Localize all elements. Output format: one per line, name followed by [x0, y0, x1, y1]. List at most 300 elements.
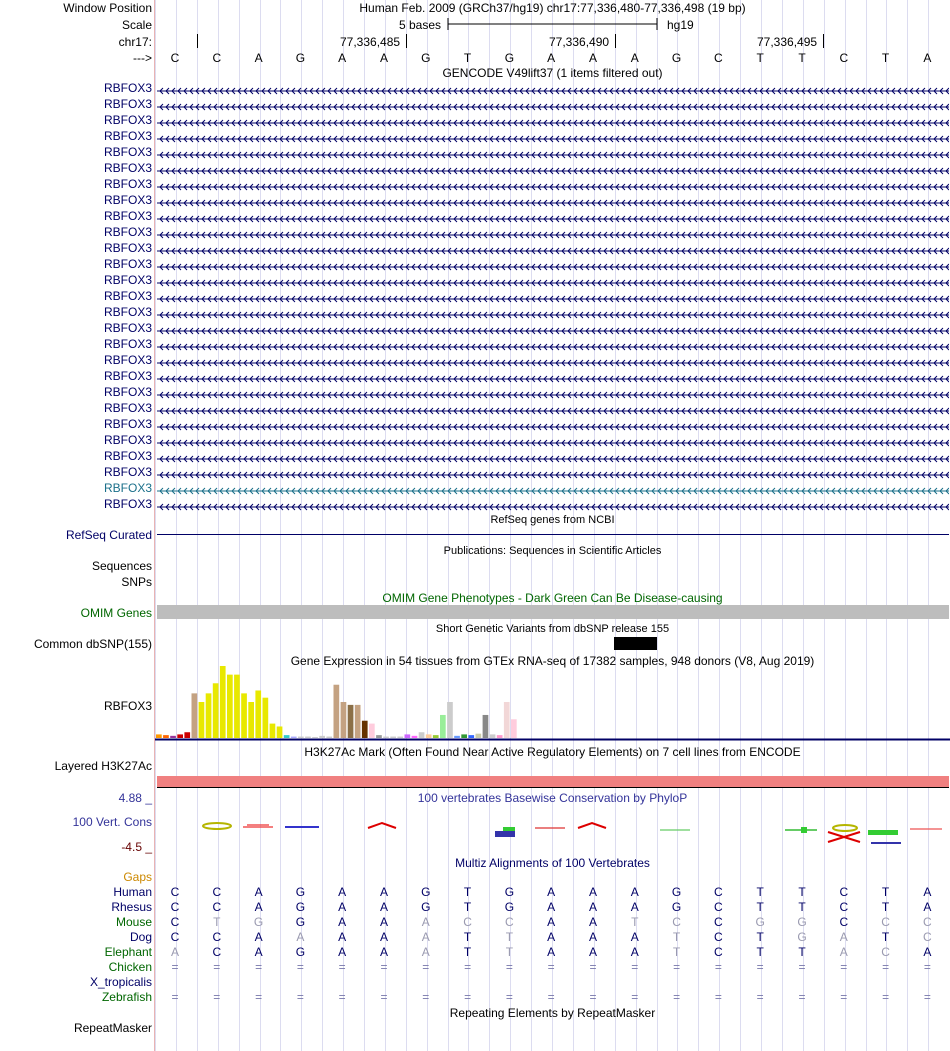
sequence-base: A [923, 51, 932, 65]
multiz-aligned-base: = [714, 990, 722, 1004]
multiz-aligned-base: C [839, 915, 849, 929]
sequence-base: A [338, 51, 347, 65]
multiz-aligned-base: = [296, 990, 304, 1004]
multiz-aligned-base: = [255, 990, 263, 1004]
multiz-aligned-base: C [839, 885, 849, 899]
gtex-tissue-bar [206, 693, 212, 738]
phylop-track-title: 100 vertebrates Basewise Conservation by PhyloP [417, 791, 688, 805]
publications-label-snps[interactable]: SNPs [121, 575, 152, 589]
multiz-aligned-base: A [421, 945, 430, 959]
refseq-gene-line[interactable] [157, 534, 949, 535]
phylop-mark-14 [868, 830, 898, 835]
gtex-tissue-bar [184, 732, 190, 738]
gencode-transcript-arrows[interactable] [157, 420, 949, 428]
gencode-transcript-arrows[interactable] [157, 180, 949, 188]
gtex-tissue-bar [461, 734, 467, 738]
multiz-aligned-base: C [505, 915, 514, 929]
gtex-tissue-bar [241, 693, 247, 738]
phylop-track-label[interactable]: 100 Vert. Cons [72, 815, 152, 829]
sequence-base: A [588, 51, 597, 65]
multiz-aligned-base: A [254, 930, 263, 944]
scale-bar [446, 16, 660, 32]
gtex-tissue-bar [412, 736, 418, 738]
gencode-transcript-label[interactable]: RBFOX3 [103, 481, 152, 495]
sequence-base: A [630, 51, 639, 65]
gtex-tissue-bar [334, 685, 340, 738]
gencode-transcript-arrows[interactable] [157, 372, 949, 380]
multiz-aligned-base: = [213, 990, 221, 1004]
gencode-transcript-arrows[interactable] [157, 244, 949, 252]
gencode-transcript-label[interactable]: RBFOX3 [103, 193, 152, 207]
dbsnp-track-label[interactable]: Common dbSNP(155) [33, 637, 152, 651]
gtex-tissue-bar [213, 683, 219, 738]
multiz-aligned-base: = [589, 960, 597, 974]
gtex-tissue-bar [390, 737, 396, 738]
sequence-base: C [170, 51, 180, 65]
h3k27ac-track-title: H3K27Ac Mark (Often Found Near Active Regulatory Elements) on 7 cell lines from ENCODE [304, 745, 801, 759]
gtex-tissue-bar [369, 724, 375, 738]
multiz-aligned-base: T [756, 885, 764, 899]
multiz-aligned-base: A [588, 900, 597, 914]
gtex-tissue-bar [156, 734, 162, 738]
multiz-aligned-base: A [588, 885, 597, 899]
repeatmasker-track-label[interactable]: RepeatMasker [73, 1021, 152, 1035]
gtex-tissue-bar [419, 732, 425, 738]
sequence-base: A [547, 51, 556, 65]
sequence-base: T [463, 51, 472, 65]
gtex-tissue-bar [497, 735, 503, 738]
multiz-aligned-base: A [588, 930, 597, 944]
gtex-tissue-bar [220, 666, 226, 738]
multiz-aligned-base: A [254, 900, 263, 914]
multiz-species-label[interactable]: Human [113, 885, 152, 899]
multiz-aligned-base: A [923, 885, 932, 899]
gencode-transcript-arrows[interactable] [157, 484, 949, 492]
multiz-aligned-base: T [798, 885, 806, 899]
multiz-aligned-base: T [505, 930, 514, 944]
gencode-transcript-label[interactable]: RBFOX3 [103, 81, 152, 95]
dbsnp-track-title: Short Genetic Variants from dbSNP release 155 [435, 623, 670, 635]
multiz-species-label[interactable]: Elephant [104, 945, 152, 959]
gencode-transcript-label[interactable]: RBFOX3 [103, 465, 152, 479]
multiz-aligned-base: A [421, 930, 430, 944]
multiz-aligned-base: A [338, 930, 347, 944]
multiz-aligned-base: T [631, 915, 639, 929]
phylop-mark-11 [801, 827, 807, 833]
multiz-aligned-base: T [463, 900, 472, 914]
multiz-aligned-base: C [839, 900, 849, 914]
gtex-tissue-bar [355, 705, 361, 738]
gencode-transcript-arrows[interactable] [157, 356, 949, 364]
h3k27ac-track-label[interactable]: Layered H3K27Ac [54, 759, 152, 773]
multiz-aligned-base: T [756, 900, 764, 914]
window-position-title: Human Feb. 2009 (GRCh37/hg19) chr17:77,336,480-77,336,498 (19 bp) [359, 1, 746, 15]
multiz-aligned-base: T [463, 885, 472, 899]
gtex-tissue-bar [362, 721, 368, 738]
multiz-aligned-base: A [379, 900, 388, 914]
multiz-aligned-base: = [798, 990, 806, 1004]
gencode-transcript-arrows[interactable] [157, 164, 949, 172]
gencode-transcript-label[interactable]: RBFOX3 [103, 369, 152, 383]
phylop-mark-12 [828, 832, 860, 842]
gtex-tissue-bar [199, 702, 205, 738]
gtex-tissue-bar [277, 726, 283, 738]
gtex-tissue-bar [447, 702, 453, 738]
multiz-aligned-base: T [505, 945, 514, 959]
gencode-transcript-arrows[interactable] [157, 212, 949, 220]
phylop-logo-chart[interactable] [155, 812, 950, 852]
multiz-aligned-base: = [338, 990, 346, 1004]
gtex-tissue-bar [468, 735, 474, 738]
multiz-aligned-base: G [421, 900, 431, 914]
multiz-aligned-base: = [338, 960, 346, 974]
multiz-aligned-base: C [170, 900, 180, 914]
multiz-aligned-base: = [589, 990, 597, 1004]
gtex-tissue-bar [383, 737, 389, 738]
multiz-aligned-base: = [673, 990, 681, 1004]
sequence-base: G [671, 51, 682, 65]
gencode-transcript-arrows[interactable] [157, 436, 949, 444]
gtex-tissue-bar [234, 675, 240, 738]
gtex-expression-chart[interactable] [155, 666, 950, 742]
multiz-aligned-base: C [170, 885, 180, 899]
multiz-aligned-base: A [296, 930, 305, 944]
gtex-tissue-bar [263, 698, 269, 738]
multiz-aligned-base: T [881, 900, 890, 914]
multiz-aligned-base: A [839, 930, 848, 944]
gtex-tissue-bar [298, 737, 304, 738]
ruler-tick-2 [615, 34, 616, 48]
gencode-transcript-arrows[interactable] [157, 100, 949, 108]
ruler-tick-1 [406, 34, 407, 48]
multiz-aligned-base: G [295, 945, 306, 959]
multiz-aligned-base: T [881, 885, 890, 899]
multiz-aligned-base: C [714, 930, 723, 944]
gencode-transcript-arrows[interactable] [157, 308, 949, 316]
gtex-tissue-bar [177, 734, 183, 738]
gtex-tissue-bar [483, 715, 489, 738]
ruler-tick-3 [823, 34, 824, 48]
multiz-aligned-base: G [671, 885, 682, 899]
multiz-aligned-base: A [547, 900, 556, 914]
multiz-species-label[interactable]: Dog [129, 930, 152, 944]
h3k27ac-baseline [157, 787, 949, 788]
multiz-aligned-base: = [422, 960, 430, 974]
multiz-aligned-base: = [840, 990, 848, 1004]
phylop-max-label: 4.88 _ [118, 791, 152, 805]
multiz-aligned-base: C [212, 885, 222, 899]
multiz-aligned-base: T [798, 945, 806, 959]
gencode-transcript-label[interactable]: RBFOX3 [103, 353, 152, 367]
sequence-base: T [756, 51, 764, 65]
gencode-transcript-label[interactable]: RBFOX3 [103, 289, 152, 303]
gencode-track-title: GENCODE V49lift37 (1 items filtered out) [442, 66, 663, 80]
multiz-aligned-base: = [714, 960, 722, 974]
multiz-aligned-base: A [379, 915, 388, 929]
multiz-aligned-base: = [171, 960, 179, 974]
gtex-tissue-bar [192, 693, 198, 738]
gencode-transcript-arrows[interactable] [157, 500, 949, 508]
publications-label-sequences[interactable]: Sequences [91, 559, 152, 573]
gtex-tissue-bar [326, 737, 332, 738]
phylop-mark-1 [203, 823, 231, 829]
multiz-aligned-base: C [212, 900, 222, 914]
multiz-aligned-base: C [170, 930, 180, 944]
sequence-base: T [881, 51, 890, 65]
gencode-transcript-label[interactable]: RBFOX3 [103, 417, 152, 431]
multiz-species-label[interactable]: Rhesus [111, 900, 152, 914]
gtex-tissue-bar [476, 734, 482, 738]
gtex-tissue-bar [319, 736, 325, 738]
gtex-tissue-bar [312, 737, 318, 738]
sequence-base: G [504, 51, 515, 65]
sequence-base: G [295, 51, 306, 65]
gencode-transcript-arrows[interactable] [157, 84, 949, 92]
gencode-transcript-label[interactable]: RBFOX3 [103, 401, 152, 415]
window-position-label: Window Position [63, 1, 152, 15]
gtex-tissue-bar [305, 737, 311, 738]
refseq-track-title: RefSeq genes from NCBI [490, 514, 615, 526]
omim-track-title: OMIM Gene Phenotypes - Dark Green Can Be Disease-causing [382, 591, 723, 605]
gencode-transcript-label[interactable]: RBFOX3 [103, 497, 152, 511]
gencode-transcript-label[interactable]: RBFOX3 [103, 129, 152, 143]
phylop-min-label: -4.5 _ [121, 840, 152, 854]
gencode-transcript-label[interactable]: RBFOX3 [103, 321, 152, 335]
gencode-transcript-label[interactable]: RBFOX3 [103, 305, 152, 319]
multiz-aligned-base: A [338, 915, 347, 929]
gencode-transcript-arrows[interactable] [157, 340, 949, 348]
gencode-transcript-label[interactable]: RBFOX3 [103, 97, 152, 111]
multiz-aligned-base: = [296, 960, 304, 974]
multiz-aligned-base: T [672, 930, 681, 944]
gencode-transcript-label[interactable]: RBFOX3 [103, 209, 152, 223]
gtex-tissue-bar [248, 702, 254, 738]
gencode-transcript-label[interactable]: RBFOX3 [103, 273, 152, 287]
multiz-aligned-base: G [797, 915, 807, 929]
multiz-aligned-base: = [882, 960, 890, 974]
multiz-aligned-base: A [170, 945, 179, 959]
multiz-aligned-base: = [213, 960, 221, 974]
phylop-mark-13 [833, 825, 857, 831]
gencode-transcript-arrows[interactable] [157, 452, 949, 460]
multiz-aligned-base: A [630, 930, 639, 944]
multiz-aligned-base: A [254, 885, 263, 899]
multiz-aligned-base: A [923, 900, 932, 914]
multiz-aligned-base: T [756, 930, 764, 944]
gencode-transcript-label[interactable]: RBFOX3 [103, 145, 152, 159]
multiz-aligned-base: A [421, 915, 430, 929]
multiz-aligned-base: = [505, 990, 513, 1004]
multiz-aligned-base: = [923, 960, 931, 974]
gtex-tissue-bar [170, 736, 176, 738]
multiz-aligned-base: = [505, 960, 513, 974]
multiz-aligned-base: T [672, 945, 681, 959]
omim-gene-bar[interactable] [157, 605, 949, 619]
multiz-aligned-base: G [504, 885, 515, 899]
multiz-aligned-base: = [631, 990, 639, 1004]
gencode-transcript-arrows[interactable] [157, 260, 949, 268]
gtex-tissue-bar [490, 734, 496, 738]
multiz-gaps-label[interactable]: Gaps [123, 870, 152, 884]
sequence-base: C [212, 51, 222, 65]
multiz-aligned-base: G [755, 915, 765, 929]
multiz-aligned-base: A [547, 885, 556, 899]
multiz-aligned-base: A [547, 930, 556, 944]
multiz-aligned-base: C [212, 945, 222, 959]
gtex-tissue-bar [163, 735, 169, 738]
gencode-transcript-arrows[interactable] [157, 228, 949, 236]
multiz-aligned-base: G [671, 900, 682, 914]
gtex-tissue-bar [291, 737, 297, 738]
gtex-tissue-bar [454, 736, 460, 738]
gtex-tissue-bar [341, 702, 347, 738]
multiz-aligned-base: = [547, 960, 555, 974]
multiz-aligned-base: A [839, 945, 848, 959]
multiz-aligned-base: A [379, 885, 388, 899]
multiz-aligned-base: = [380, 960, 388, 974]
multiz-aligned-base: G [421, 885, 431, 899]
dbsnp-variant-block[interactable] [614, 637, 657, 650]
repeatmasker-track-title: Repeating Elements by RepeatMasker [449, 1006, 656, 1020]
multiz-aligned-base: = [882, 990, 890, 1004]
ruler-tick-label-1: 77,336,485 [340, 35, 401, 49]
multiz-aligned-base: T [756, 945, 764, 959]
gtex-track-title: Gene Expression in 54 tissues from GTEx RNA-seq of 17382 samples, 948 donors (V8, Aug 2019) [290, 654, 815, 668]
multiz-aligned-base: C [212, 930, 222, 944]
gencode-transcript-label[interactable]: RBFOX3 [103, 225, 152, 239]
gencode-transcript-arrows[interactable] [157, 148, 949, 156]
ruler-tick-label-3: 77,336,495 [757, 35, 818, 49]
multiz-aligned-base: C [923, 930, 932, 944]
gtex-tissue-bar [511, 719, 517, 738]
phylop-mark-8 [578, 823, 606, 828]
multiz-aligned-base: G [504, 900, 515, 914]
gencode-transcript-arrows[interactable] [157, 132, 949, 140]
multiz-aligned-base: C [672, 915, 681, 929]
gencode-transcript-label[interactable]: RBFOX3 [103, 257, 152, 271]
phylop-mark-4 [368, 823, 396, 828]
gtex-tissue-bar [376, 735, 382, 738]
gtex-tissue-bar [426, 734, 432, 738]
gencode-transcript-arrows[interactable] [157, 404, 949, 412]
multiz-aligned-base: G [295, 915, 306, 929]
multiz-species-label[interactable]: X_tropicalis [89, 975, 152, 989]
gencode-transcript-label[interactable]: RBFOX3 [103, 161, 152, 175]
refseq-track-label[interactable]: RefSeq Curated [65, 528, 152, 542]
multiz-aligned-base: A [923, 945, 932, 959]
multiz-aligned-base: A [379, 945, 388, 959]
multiz-aligned-base: C [170, 915, 180, 929]
multiz-aligned-base: T [798, 900, 806, 914]
sequence-base: C [714, 51, 723, 65]
gencode-transcript-arrows[interactable] [157, 196, 949, 204]
sequence-base: A [379, 51, 388, 65]
multiz-aligned-base: = [422, 990, 430, 1004]
multiz-species-label[interactable]: Zebrafish [101, 990, 152, 1004]
multiz-aligned-base: A [379, 930, 388, 944]
h3k27ac-signal-bar[interactable] [157, 776, 949, 787]
multiz-aligned-base: = [673, 960, 681, 974]
phylop-mark-6 [503, 827, 515, 831]
multiz-aligned-base: A [547, 945, 556, 959]
multiz-aligned-base: A [630, 900, 639, 914]
multiz-aligned-base: C [714, 915, 723, 929]
sequence-base: C [839, 51, 849, 65]
ruler-tick-start [197, 34, 198, 48]
multiz-aligned-base: = [464, 990, 472, 1004]
gencode-transcript-label[interactable]: RBFOX3 [103, 449, 152, 463]
gtex-tissue-bar [270, 724, 276, 738]
multiz-aligned-base: A [338, 945, 347, 959]
sequence-base: G [421, 51, 431, 65]
gencode-transcript-label[interactable]: RBFOX3 [103, 337, 152, 351]
gtex-tissue-bar [227, 675, 233, 738]
scale-label: Scale [121, 18, 152, 32]
multiz-aligned-base: A [588, 915, 597, 929]
gtex-tissue-bar [504, 702, 510, 738]
gencode-transcript-arrows[interactable] [157, 388, 949, 396]
multiz-track-title: Multiz Alignments of 100 Vertebrates [455, 856, 650, 870]
gencode-transcript-arrows[interactable] [157, 116, 949, 124]
multiz-aligned-base: = [464, 960, 472, 974]
multiz-aligned-base: A [547, 915, 556, 929]
multiz-aligned-base: = [840, 960, 848, 974]
multiz-aligned-base: A [254, 945, 263, 959]
sequence-base: A [254, 51, 263, 65]
multiz-aligned-base: = [171, 990, 179, 1004]
gencode-transcript-arrows[interactable] [157, 276, 949, 284]
gtex-track-label[interactable]: RBFOX3 [103, 699, 152, 713]
sequence-base: T [798, 51, 806, 65]
multiz-aligned-base: G [253, 915, 264, 929]
multiz-aligned-base: = [756, 990, 764, 1004]
gencode-transcript-label[interactable]: RBFOX3 [103, 385, 152, 399]
strand-label: ---> [133, 51, 152, 65]
gencode-transcript-label[interactable]: RBFOX3 [103, 113, 152, 127]
chrom-label: chr17: [118, 35, 152, 49]
multiz-aligned-base: = [255, 960, 263, 974]
gtex-tissue-bar [440, 715, 446, 738]
omim-track-label[interactable]: OMIM Genes [80, 606, 152, 620]
multiz-species-label[interactable]: Mouse [115, 915, 152, 929]
gtex-tissue-bar [255, 690, 261, 738]
multiz-aligned-base: T [213, 915, 221, 929]
multiz-aligned-base: = [923, 990, 931, 1004]
multiz-aligned-base: A [338, 900, 347, 914]
multiz-aligned-base: A [630, 885, 639, 899]
gencode-transcript-arrows[interactable] [157, 324, 949, 332]
multiz-aligned-base: T [463, 945, 472, 959]
gtex-tissue-bar [433, 735, 439, 738]
gencode-transcript-arrows[interactable] [157, 292, 949, 300]
scale-text: 5 bases [399, 18, 442, 32]
scale-assembly: hg19 [667, 18, 694, 32]
multiz-aligned-base: = [798, 960, 806, 974]
gencode-transcript-label[interactable]: RBFOX3 [103, 177, 152, 191]
multiz-aligned-base: C [714, 885, 723, 899]
multiz-aligned-base: = [380, 990, 388, 1004]
multiz-species-label[interactable]: Chicken [108, 960, 152, 974]
multiz-aligned-base: = [547, 990, 555, 1004]
phylop-mark-5 [495, 831, 515, 837]
multiz-aligned-base: G [295, 900, 306, 914]
gencode-transcript-label[interactable]: RBFOX3 [103, 241, 152, 255]
gencode-transcript-arrows[interactable] [157, 468, 949, 476]
gtex-tissue-bar [284, 735, 290, 738]
phylop-mark-2 [243, 825, 273, 827]
gencode-transcript-label[interactable]: RBFOX3 [103, 433, 152, 447]
multiz-aligned-base: C [714, 900, 723, 914]
